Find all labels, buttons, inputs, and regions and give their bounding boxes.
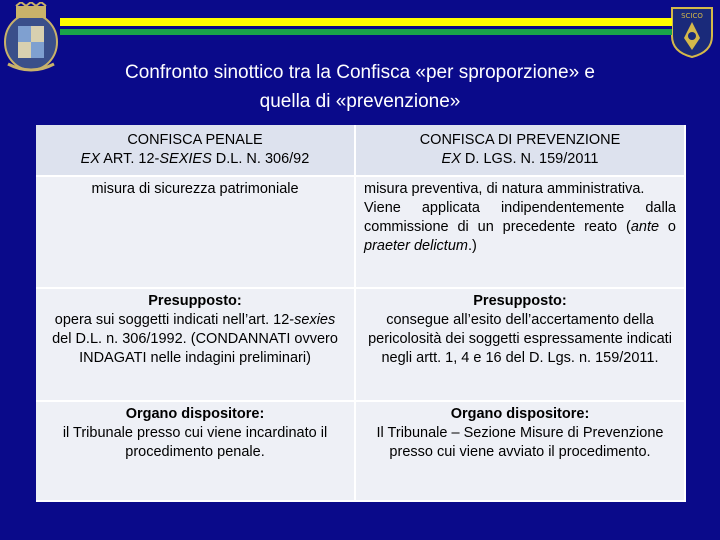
crest-text: SCICO: [681, 12, 703, 20]
row1-left-cell: misura di sicurezza patrimoniale: [36, 177, 356, 289]
row3-right-cell: Organo dispositore: Il Tribunale – Sezione Misure di Prevenzione presso cui viene avviato il procedimento.: [356, 402, 686, 502]
comparison-table: [36, 125, 686, 502]
title-line-2: quella di «prevenzione»: [259, 91, 461, 112]
title-line-1: Confronto sinottico tra la Confisca «per sproporzione» e: [125, 62, 595, 83]
row3-left-cell: Organo dispositore: il Tribunale presso cui viene incardinato il procedimento penale.: [36, 402, 356, 502]
row2-right-cell: Presupposto: consegue all’esito dell’accertamento della pericolosità dei soggetti espressamente indicati negli artt. 1, 4 e 16 del D. Lgs. n. 159/2011.: [356, 289, 686, 402]
page-title: [50, 58, 670, 116]
row2-left-cell: Presupposto: opera sui soggetti indicati nell’art. 12-sexies del D.L. n. 306/1992. (CONDANNATI ovvero INDAGATI nelle indagini preliminari): [36, 289, 356, 402]
header-cell-right: CONFISCA DI PREVENZIONE EX D. LGS. N. 159/2011: [356, 125, 686, 177]
row1-right-cell: misura preventiva, di natura amministrativa. Viene applicata indipendentemente dalla commissione di un precedente reato (ante o praeter delictum.): [356, 177, 686, 289]
header-cell-left: CONFISCA PENALE EX ART. 12-SEXIES D.L. N. 306/92: [36, 125, 356, 177]
shield-crest-icon: [670, 6, 714, 58]
header-stripes: [60, 18, 672, 35]
